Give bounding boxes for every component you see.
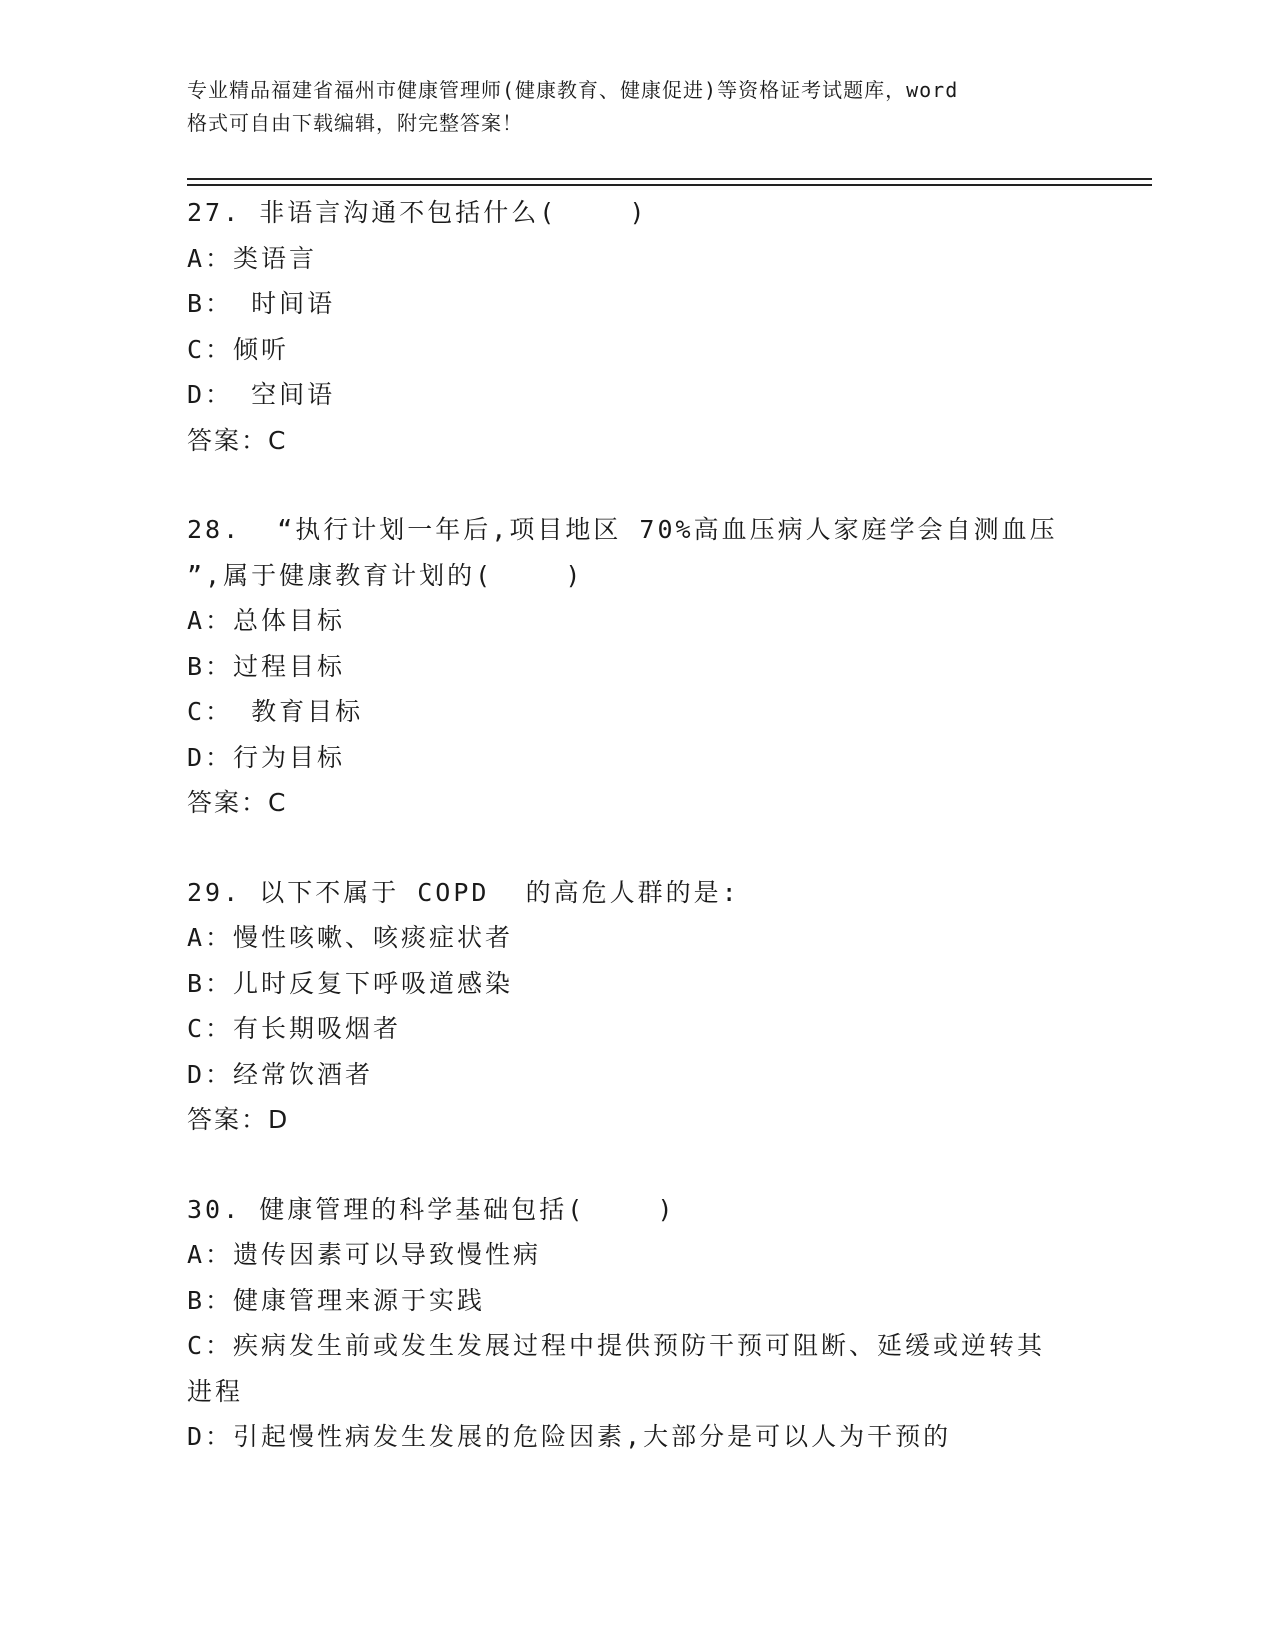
option-c: C：有长期吸烟者	[187, 1014, 402, 1043]
question-stem-line-2: ”,属于健康教育计划的( )	[187, 560, 584, 590]
option-a: A：总体目标	[187, 606, 346, 635]
header-line-2: 格式可自由下载编辑，附完整答案！	[187, 111, 523, 135]
option-d: D：经常饮酒者	[187, 1059, 374, 1089]
option-d: D： 空间语	[187, 380, 336, 409]
document-header	[187, 74, 1087, 140]
option-a: A：遗传因素可以导致慢性病	[187, 1240, 542, 1269]
option-d: D：引起慢性病发生发展的危险因素,大部分是可以人为干预的	[187, 1422, 952, 1451]
question-list	[187, 190, 1087, 1504]
option-b: B： 时间语	[187, 289, 336, 318]
option-c: C： 教育目标	[187, 697, 364, 726]
option-c-continued: 进程	[187, 1376, 244, 1406]
option-b: B：儿时反复下呼吸道感染	[187, 968, 514, 998]
header-divider-bottom	[187, 184, 1152, 186]
option-a: A：类语言	[187, 243, 318, 273]
question-27	[187, 190, 1087, 463]
answer: 答案：C	[187, 788, 288, 817]
question-stem-line-1: 28. “执行计划一年后,项目地区 70%高血压病人家庭学会自测血压	[187, 515, 1058, 544]
question-stem: 30. 健康管理的科学基础包括( )	[187, 1194, 676, 1224]
question-29	[187, 870, 1087, 1143]
header-line-1: 专业精品福建省福州市健康管理师(健康教育、健康促进)等资格证考试题库，word	[187, 78, 959, 102]
option-b: B：健康管理来源于实践	[187, 1285, 486, 1315]
question-28	[187, 507, 1087, 826]
header-divider-top	[187, 178, 1152, 180]
option-b: B：过程目标	[187, 651, 346, 681]
answer: 答案：D	[187, 1105, 290, 1134]
answer: 答案：C	[187, 425, 288, 455]
question-stem: 27. 非语言沟通不包括什么( )	[187, 198, 648, 227]
option-a: A：慢性咳嗽、咳痰症状者	[187, 923, 514, 952]
option-c: C：倾听	[187, 334, 290, 364]
question-30	[187, 1187, 1087, 1460]
question-stem: 29. 以下不属于 COPD 的高危人群的是:	[187, 877, 740, 907]
option-c: C：疾病发生前或发生发展过程中提供预防干预可阻断、延缓或逆转其	[187, 1331, 1046, 1360]
option-d: D：行为目标	[187, 742, 346, 772]
